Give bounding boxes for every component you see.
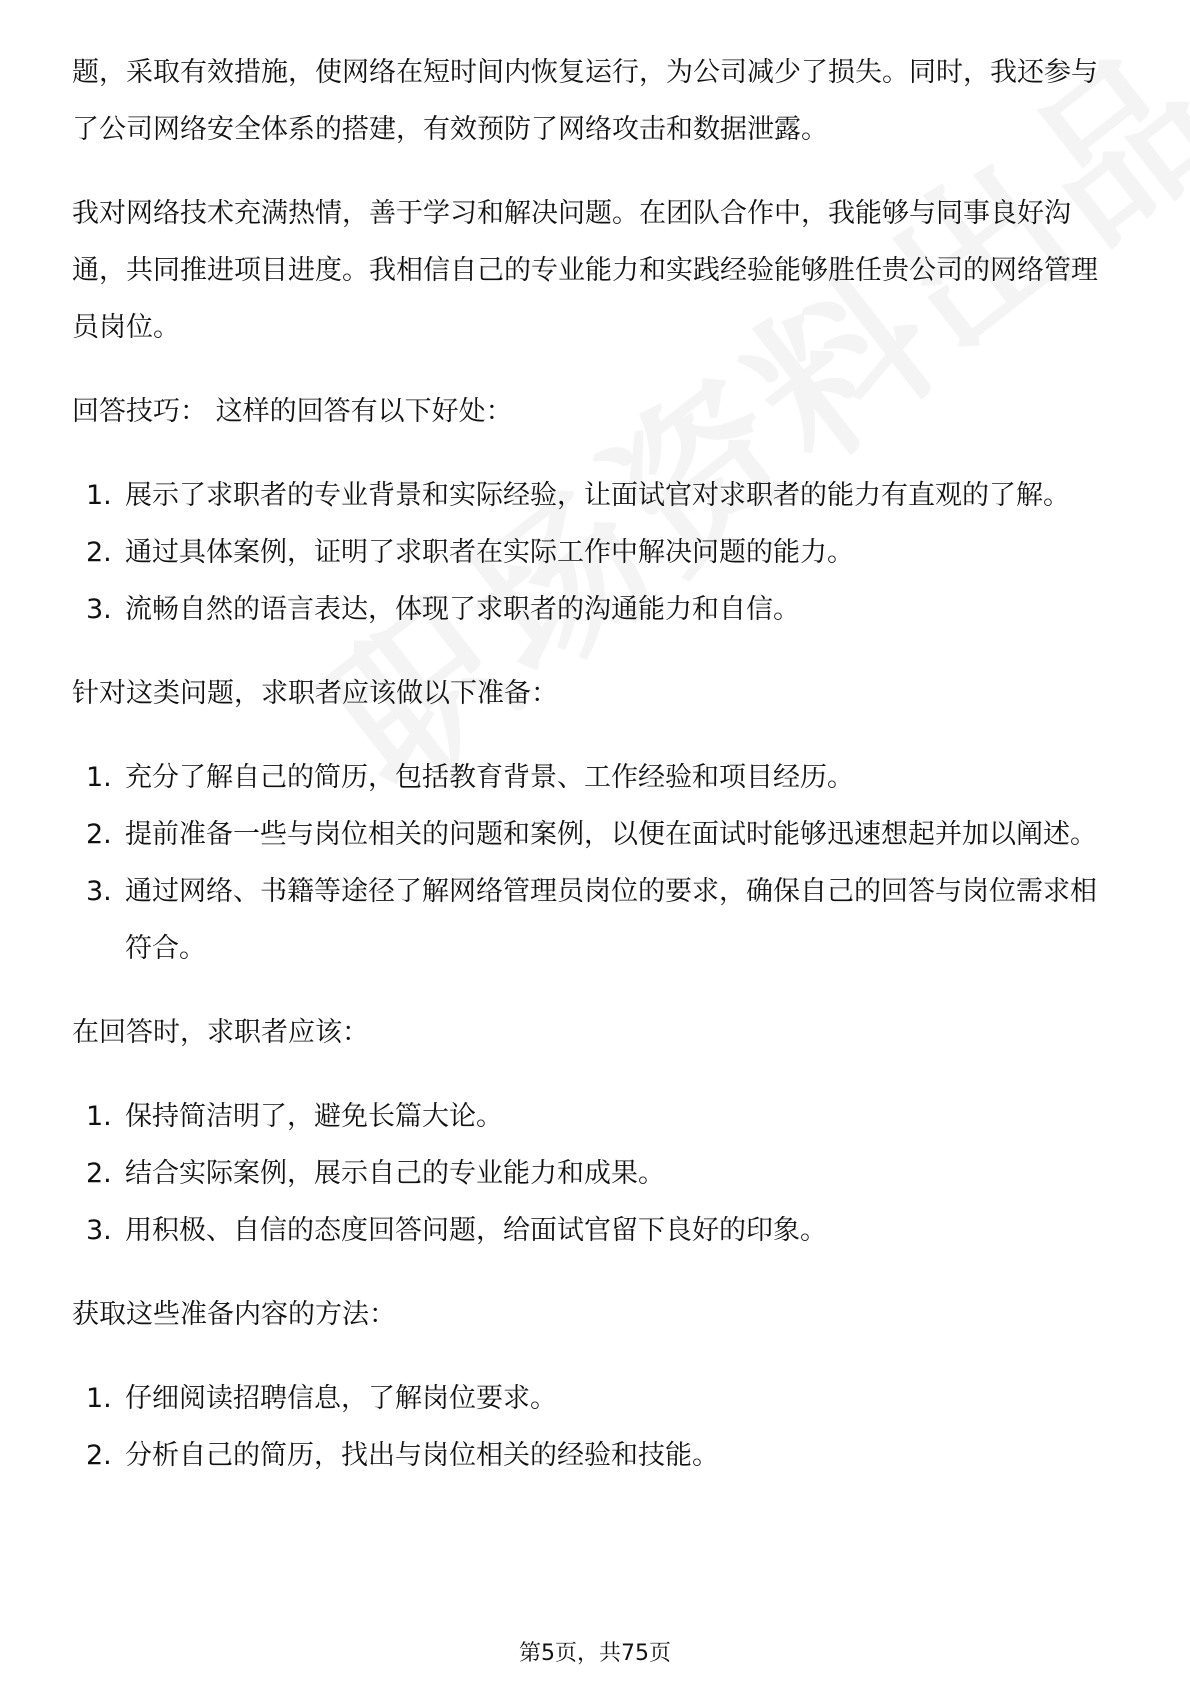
list-item bbox=[72, 524, 1118, 581]
methods-list bbox=[72, 1370, 1118, 1484]
prep-list bbox=[72, 749, 1118, 977]
list-item-text: 充分了解自己的简历，包括教育背景、工作经验和项目经历。 bbox=[125, 762, 854, 793]
tips-list bbox=[72, 467, 1118, 638]
document-body bbox=[72, 44, 1118, 1484]
list-item bbox=[72, 467, 1118, 524]
answer-list bbox=[72, 1088, 1118, 1259]
list-item bbox=[72, 1088, 1118, 1145]
list-number: 1. bbox=[86, 1383, 112, 1414]
list-item bbox=[72, 1427, 1118, 1484]
list-item-text: 提前准备一些与岗位相关的问题和案例，以便在面试时能够迅速想起并加以阐述。 bbox=[125, 819, 1097, 850]
list-number: 2. bbox=[86, 1440, 112, 1471]
tips-heading: 回答技巧： 这样的回答有以下好处： bbox=[72, 396, 513, 427]
list-item-text: 保持简洁明了，避免长篇大论。 bbox=[125, 1101, 503, 1132]
list-item-text: 用积极、自信的态度回答问题，给面试官留下良好的印象。 bbox=[125, 1215, 827, 1246]
list-item-text: 仔细阅读招聘信息，了解岗位要求。 bbox=[125, 1383, 557, 1414]
list-number: 1. bbox=[86, 480, 112, 511]
list-number: 1. bbox=[86, 1101, 112, 1132]
list-number: 2. bbox=[86, 537, 112, 568]
list-number: 2. bbox=[86, 1158, 112, 1189]
answer-heading: 在回答时，求职者应该： bbox=[72, 1017, 369, 1048]
list-item-text: 流畅自然的语言表达，体现了求职者的沟通能力和自信。 bbox=[125, 594, 800, 625]
page-footer: 第5页，共75页 bbox=[519, 1641, 671, 1666]
list-item-text: 分析自己的简历，找出与岗位相关的经验和技能。 bbox=[125, 1440, 719, 1471]
intro-paragraph-2: 我对网络技术充满热情，善于学习和解决问题。在团队合作中，我能够与同事良好沟通，共同推进项目进度。我相信自己的专业能力和实践经验能够胜任贵公司的网络管理员岗位。 bbox=[72, 198, 1098, 343]
list-item-text: 通过具体案例，证明了求职者在实际工作中解决问题的能力。 bbox=[125, 537, 854, 568]
list-item-text: 结合实际案例，展示自己的专业能力和成果。 bbox=[125, 1158, 665, 1189]
list-item bbox=[72, 581, 1118, 638]
list-item bbox=[72, 1370, 1118, 1427]
list-item-text: 通过网络、书籍等途径了解网络管理员岗位的要求，确保自己的回答与岗位需求相符合。 bbox=[125, 876, 1097, 964]
list-item bbox=[72, 749, 1118, 806]
intro-paragraph-1: 题，采取有效措施，使网络在短时间内恢复运行，为公司减少了损失。同时，我还参与了公司网络安全体系的搭建，有效预防了网络攻击和数据泄露。 bbox=[72, 57, 1098, 145]
list-item-text: 展示了求职者的专业背景和实际经验，让面试官对求职者的能力有直观的了解。 bbox=[125, 480, 1070, 511]
prep-heading: 针对这类问题，求职者应该做以下准备： bbox=[72, 678, 558, 709]
list-number: 1. bbox=[86, 762, 112, 793]
list-number: 3. bbox=[86, 594, 112, 625]
list-item bbox=[72, 806, 1118, 863]
list-item bbox=[72, 863, 1118, 977]
list-number: 2. bbox=[86, 819, 112, 850]
list-number: 3. bbox=[86, 876, 112, 907]
list-number: 3. bbox=[86, 1215, 112, 1246]
list-item bbox=[72, 1202, 1118, 1259]
methods-heading: 获取这些准备内容的方法： bbox=[72, 1299, 396, 1330]
list-item bbox=[72, 1145, 1118, 1202]
